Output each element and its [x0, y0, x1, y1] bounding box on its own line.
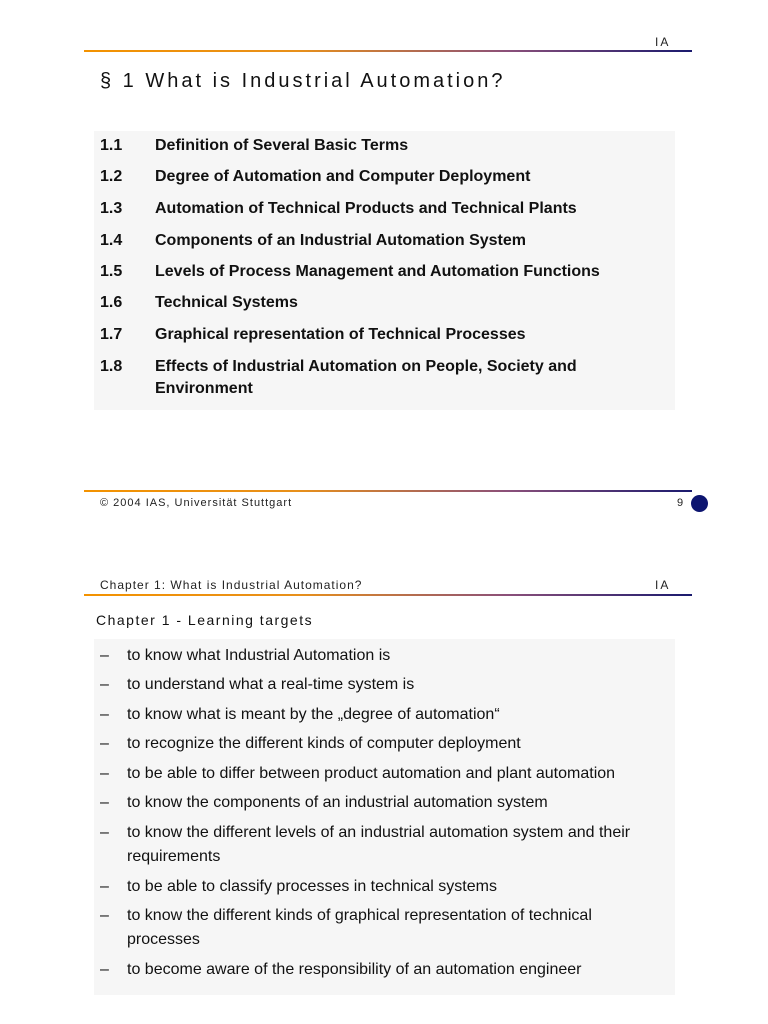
toc-item-label: Degree of Automation and Computer Deployment [155, 168, 531, 185]
toc-item-number: 1.3 [100, 200, 123, 217]
footer-rule [84, 490, 692, 492]
chapter-header: Chapter 1: What is Industrial Automation? [100, 578, 363, 592]
header-rule [84, 50, 692, 52]
header-rule [84, 594, 692, 596]
slide-tag: IA [655, 578, 671, 592]
section-title: Chapter 1 - Learning targets [96, 612, 314, 628]
bullet-dash: – [100, 706, 109, 723]
list-item-text: to understand what a real-time system is [127, 676, 415, 693]
toc-item-label: Technical Systems [155, 294, 298, 311]
bullet-dash: – [100, 907, 109, 924]
toc-item-number: 1.2 [100, 168, 123, 185]
page-title: § 1 What is Industrial Automation? [100, 70, 506, 92]
bullet-dash: – [100, 961, 109, 978]
toc-item-number: 1.5 [100, 263, 123, 280]
toc-item-label: Definition of Several Basic Terms [155, 137, 409, 154]
bullet-dash: – [100, 765, 109, 782]
list-item-text: to know the components of an industrial automation system [127, 794, 548, 811]
toc-item-label: Components of an Industrial Automation System [155, 232, 526, 249]
list-item-text: to know the different levels of an industrial automation system and their requirements [127, 824, 631, 865]
toc-item-label: Automation of Technical Products and Technical Plants [155, 200, 577, 217]
list-item-text: to become aware of the responsibility of an automation engineer [127, 961, 582, 978]
toc-item-label: Graphical representation of Technical Processes [155, 326, 526, 343]
toc-item-label: Effects of Industrial Automation on People, Society and Environment [155, 358, 577, 397]
copyright: © 2004 IAS, Universität Stuttgart [100, 497, 293, 509]
toc-item-number: 1.6 [100, 294, 123, 311]
toc-item-number: 1.7 [100, 326, 123, 343]
list-item-text: to know the different kinds of graphical representation of technical processes [127, 907, 592, 948]
toc-item-label: Levels of Process Management and Automation Functions [155, 263, 600, 280]
bullet-dash: – [100, 647, 109, 664]
page-number: 9 [677, 497, 685, 509]
list-item-text: to know what Industrial Automation is [127, 647, 391, 664]
bullet-dash: – [100, 676, 109, 693]
toc-item-number: 1.8 [100, 358, 123, 375]
page-marker-dot [691, 495, 708, 512]
list-item-text: to be able to differ between product automation and plant automation [127, 765, 616, 782]
bullet-dash: – [100, 878, 109, 895]
toc-item-number: 1.1 [100, 137, 123, 154]
list-item-text: to recognize the different kinds of computer deployment [127, 735, 521, 752]
bullet-dash: – [100, 794, 109, 811]
bullet-dash: – [100, 824, 109, 841]
bullet-dash: – [100, 735, 109, 752]
toc-item-number: 1.4 [100, 232, 123, 249]
list-item-text: to know what is meant by the „degree of automation“ [127, 706, 500, 723]
slide-tag: IA [655, 35, 671, 49]
list-item-text: to be able to classify processes in technical systems [127, 878, 497, 895]
